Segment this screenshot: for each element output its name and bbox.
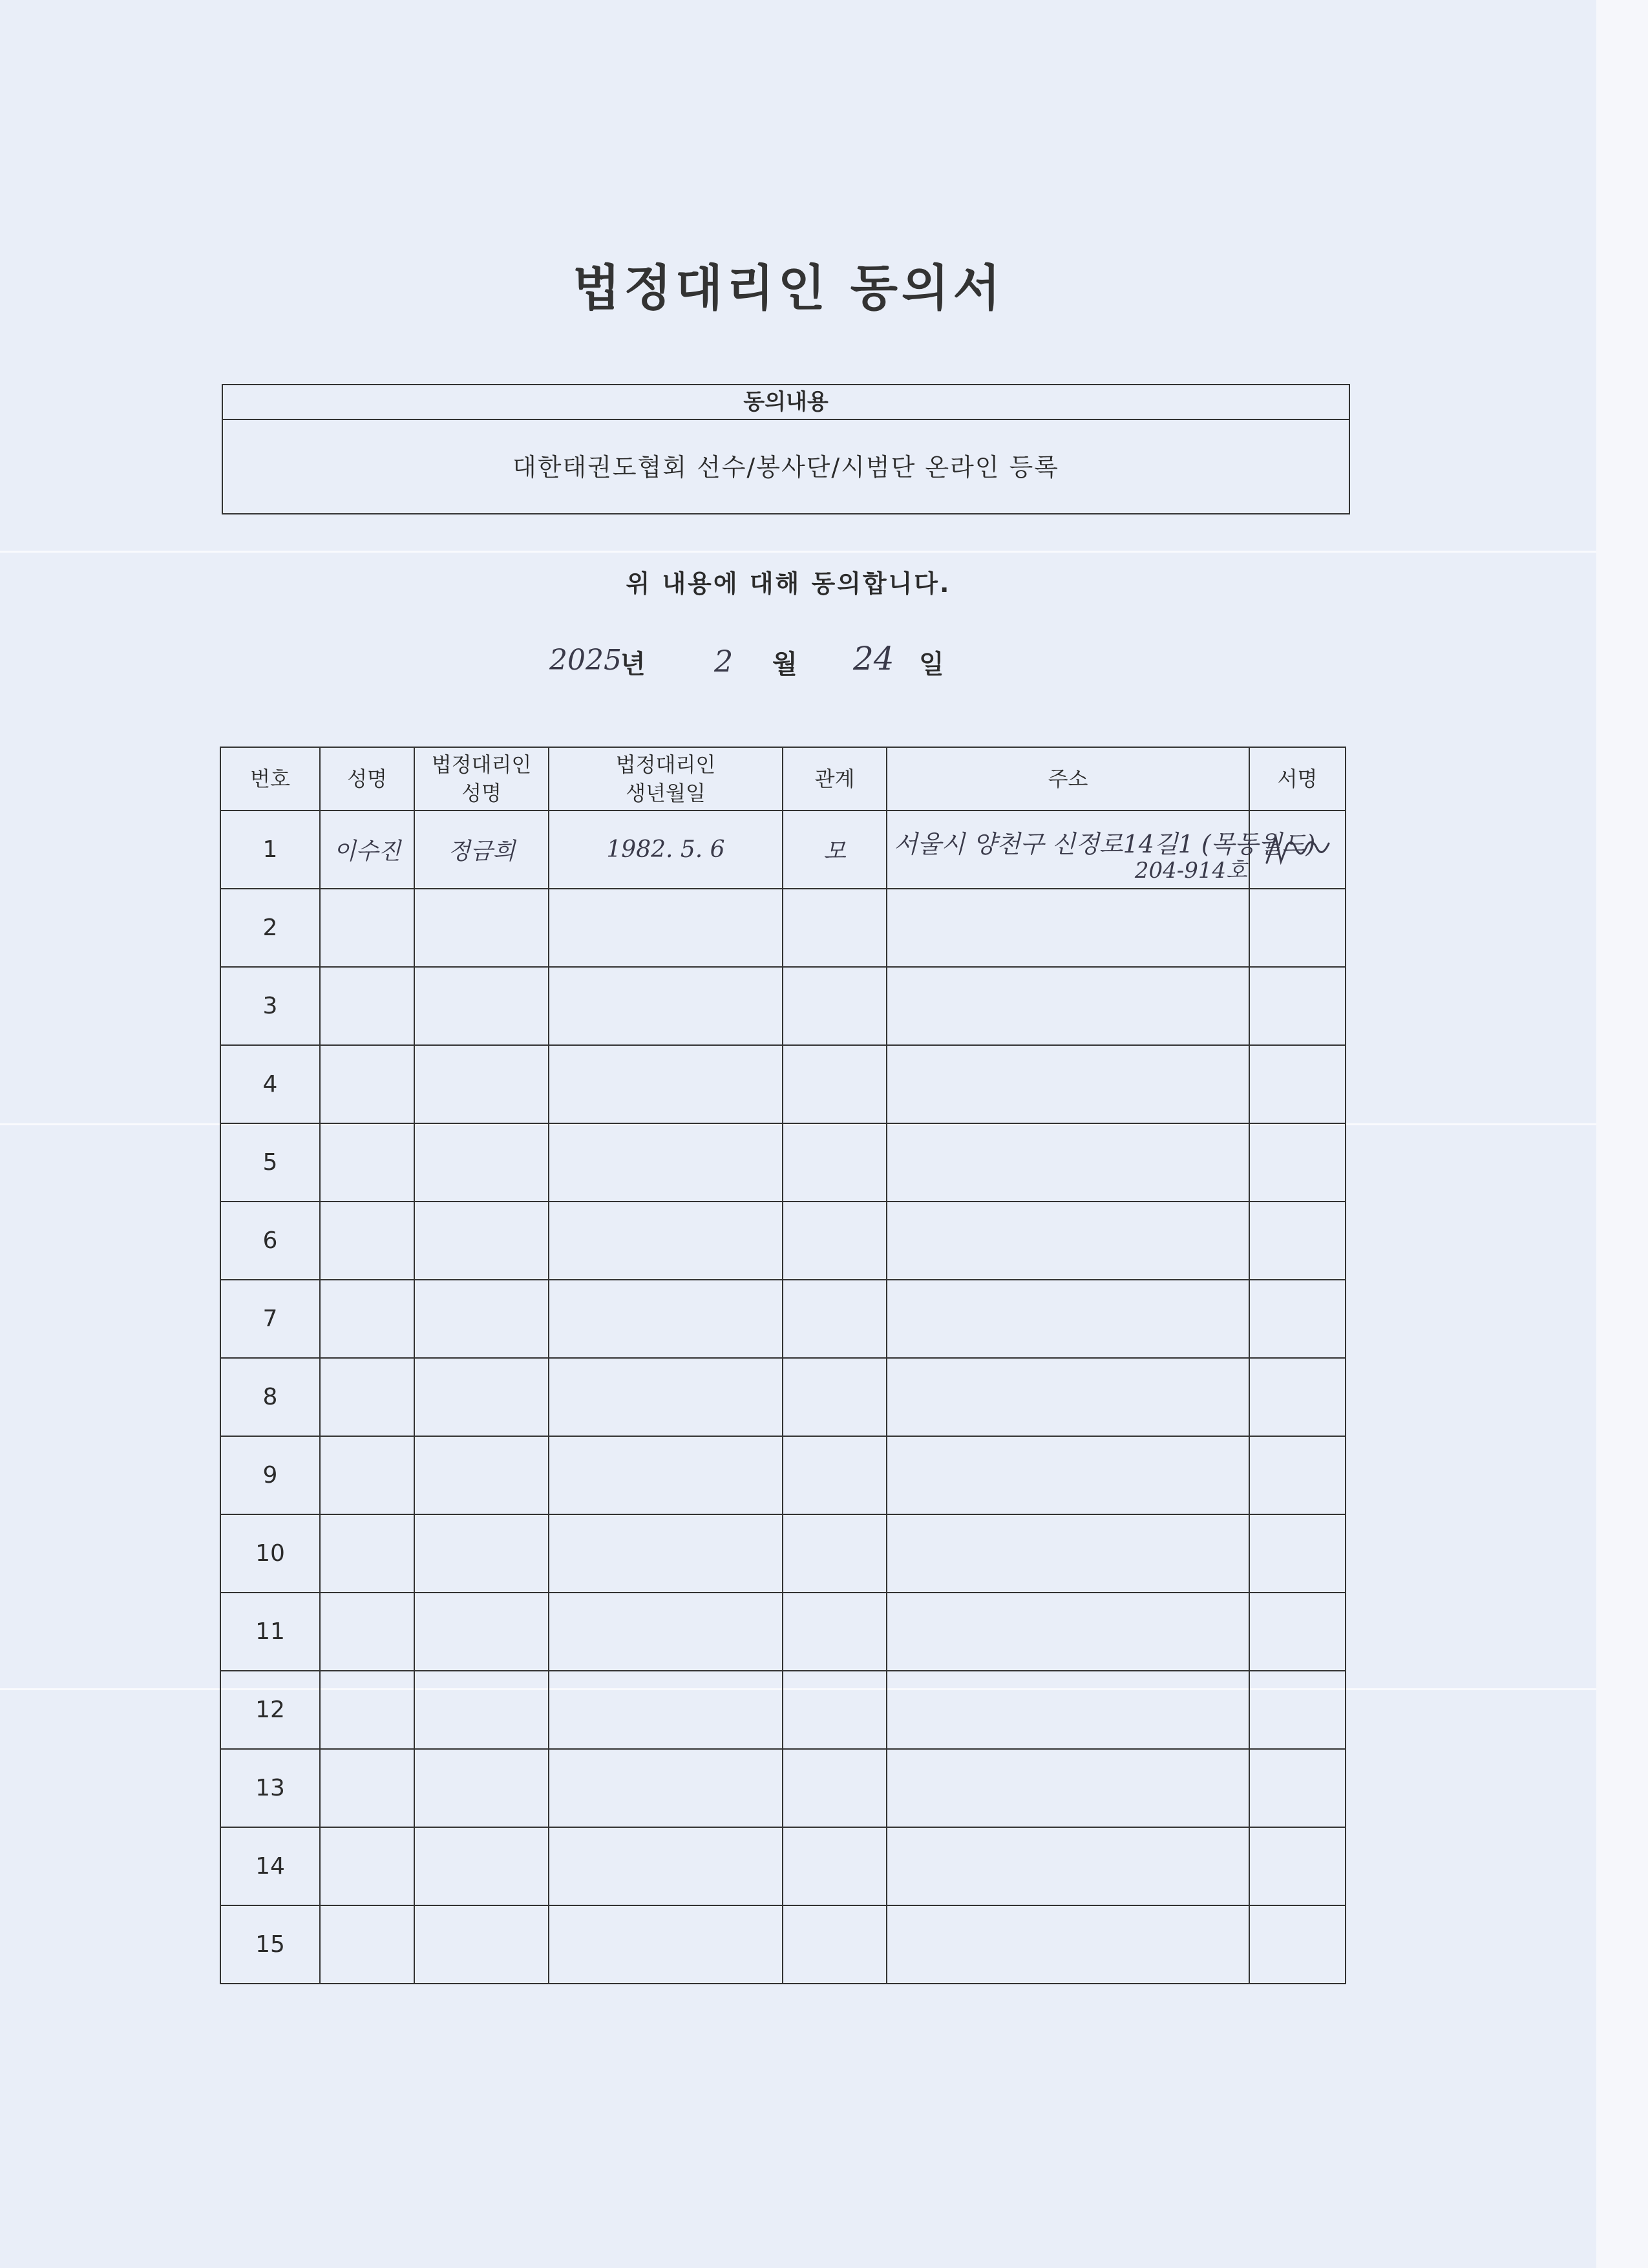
header-relation: 관계 [783,747,887,811]
cell-guardian-name: 정금희 [414,811,549,889]
document-title: 법정대리인 동의서 [573,259,1004,317]
cell-no: 6 [220,1202,320,1280]
cell-guardian-birth: 1982. 5. 6 [549,811,783,889]
cell-no: 14 [220,1827,320,1905]
table-row [220,1514,1346,1593]
header-name: 성명 [320,747,414,811]
cell-no: 8 [220,1358,320,1436]
header-signature: 서명 [1249,747,1346,811]
address-line2: 204-914호 [1134,858,1247,884]
date-day-label: 일 [919,650,944,679]
cell-no: 13 [220,1749,320,1827]
fold-line [0,551,1596,553]
consent-header: 동의내용 [223,385,1349,420]
table-row [220,967,1346,1045]
table-row [220,1671,1346,1749]
date-day: 24 [853,640,894,677]
table-header-row [220,747,1346,811]
agree-statement: 위 내용에 대해 동의합니다. [626,569,951,598]
table-row [220,1436,1346,1514]
table-row [220,1280,1346,1358]
cell-no: 7 [220,1280,320,1358]
table-row [220,1045,1346,1123]
cell-no: 3 [220,967,320,1045]
date-month: 2 [714,644,734,679]
table-row [220,1358,1346,1436]
address-line1: 서울시 양천구 신정로14길1 (목동월드) [894,830,1316,858]
table-row [220,889,1346,967]
consent-body: 대한태권도협회 선수/봉사단/시범단 온라인 등록 [512,453,1059,482]
table-row [220,811,1346,889]
table-row [220,1593,1346,1671]
date-year-label: 년 [620,650,646,679]
cell-signature [1249,811,1346,889]
header-no: 번호 [220,747,320,811]
signature-scribble [1262,831,1339,869]
table-row [220,1905,1346,1984]
cell-no: 10 [220,1514,320,1593]
cell-no: 15 [220,1905,320,1984]
cell-relation: 모 [783,811,887,889]
cell-no: 4 [220,1045,320,1123]
cell-no: 1 [220,811,320,889]
cell-no: 11 [220,1593,320,1671]
table-row [220,1123,1346,1202]
cell-no: 2 [220,889,320,967]
consent-box [222,384,1350,514]
cell-no: 9 [220,1436,320,1514]
table-row [220,1827,1346,1905]
scan-edge [1596,0,1648,2268]
date-year: 2025 [549,644,622,677]
date-month-label: 월 [772,650,798,679]
table-row [220,1202,1346,1280]
cell-address [887,811,1316,889]
header-guardian-name: 법정대리인 성명 [414,747,549,811]
table-row [220,1749,1346,1827]
header-address: 주소 [887,747,1249,811]
header-guardian-birth: 법정대리인 생년월일 [549,747,783,811]
cell-name: 이수진 [320,811,414,889]
cell-no: 12 [220,1671,320,1749]
cell-no: 5 [220,1123,320,1202]
guardian-table [220,747,1346,1984]
